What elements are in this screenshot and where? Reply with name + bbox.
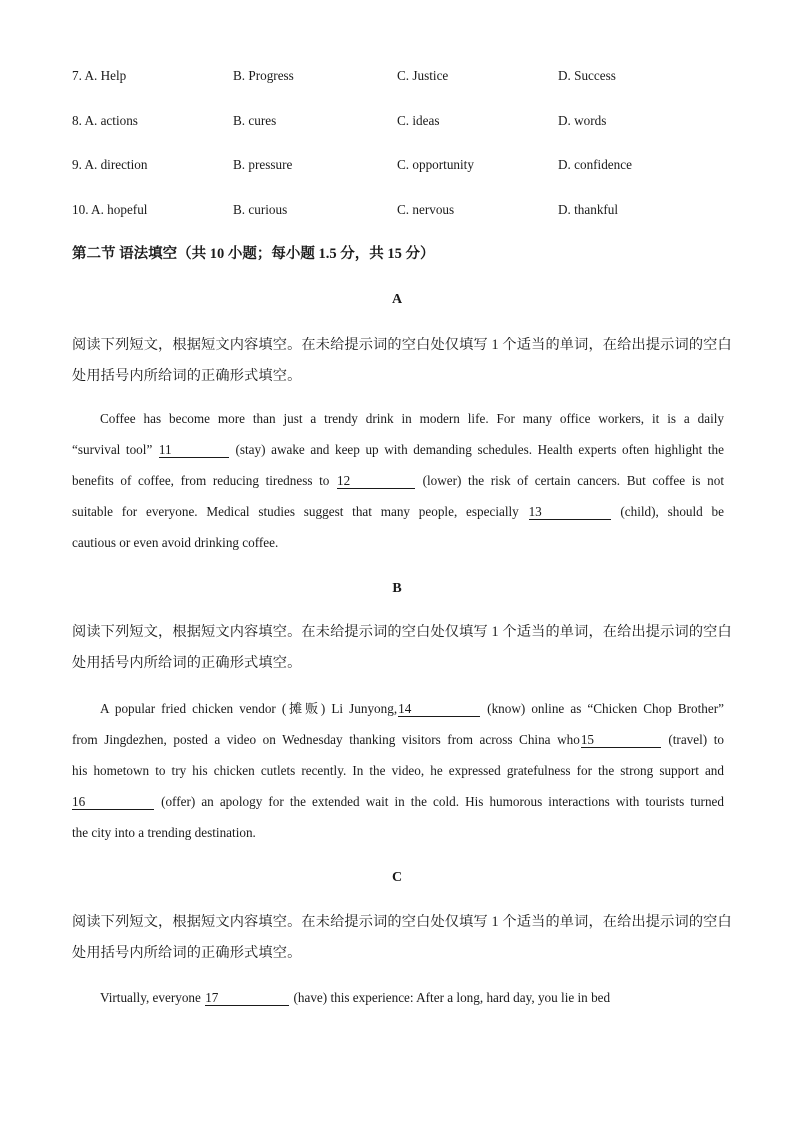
blank-12[interactable]: 12 (337, 473, 415, 489)
passage-text: (know) online as “Chicken Chop Brother” (481, 701, 724, 716)
passage-line (72, 434, 724, 465)
instruction-line: 处用括号内所给词的正确形式填空。 (72, 655, 302, 671)
option-d: D. words (558, 112, 607, 128)
option-c: C. ideas (397, 112, 440, 128)
option-b: B. Progress (233, 68, 294, 83)
question-7-options (72, 66, 752, 111)
passage-a-text (72, 403, 724, 558)
answer-options-table (72, 66, 752, 244)
passage-line (72, 496, 724, 527)
instruction-line: 处用括号内所给词的正确形式填空。 (72, 945, 302, 961)
passage-text: benefits of coffee, from reducing tiredness to (72, 473, 336, 488)
passage-b-label: B (392, 581, 402, 596)
passage-text: (have) this experience: After a long, hard day, you lie in bed (290, 990, 611, 1005)
passage-line (72, 786, 724, 817)
blank-13[interactable]: 13 (529, 504, 611, 520)
passage-text: (offer) an apology for the extended wait in the cold. His humorous interactions with tourists turned (155, 794, 724, 809)
passage-text: from Jingdezhen, posted a video on Wednesday thanking visitors from across China who (72, 732, 580, 747)
instruction-line: 阅读下列短文，根据短文内容填空。在未给提示词的空白处仅填写 1 个适当的单词，在给出提示词的空白 (72, 624, 732, 640)
blank-14[interactable]: 14 (398, 701, 480, 717)
option-b: B. cures (233, 112, 277, 128)
passage-b-text (72, 693, 724, 848)
passage-text: Virtually, everyone (100, 990, 205, 1005)
instruction-line: 阅读下列短文，根据短文内容填空。在未给提示词的空白处仅填写 1 个适当的单词，在给出提示词的空白 (72, 914, 732, 930)
passage-line: cautious or even avoid drinking coffee. (72, 535, 279, 550)
passage-a-instructions (72, 330, 732, 392)
blank-16[interactable]: 16 (72, 794, 154, 810)
passage-c-text (72, 982, 724, 1013)
blank-15[interactable]: 15 (581, 732, 661, 748)
passage-c-instructions (72, 907, 732, 969)
blank-11[interactable]: 11 (159, 442, 229, 458)
passage-text: (stay) awake and keep up with demanding schedules. Health experts often highlight the (229, 442, 724, 457)
passage-line (72, 465, 724, 496)
passage-text: “survival tool” (72, 442, 158, 457)
passage-line: his hometown to try his chicken cutlets recently. In the video, he expressed gratefulness for the strong support and (72, 763, 724, 778)
question-9-options (72, 155, 752, 200)
passage-b-instructions (72, 617, 732, 679)
section-heading: 第二节 语法填空（共 10 小题；每小题 1.5 分，共 15 分） (72, 246, 435, 262)
blank-17[interactable]: 17 (205, 990, 289, 1006)
passage-text: (lower) the risk of certain cancers. But coffee is not (415, 473, 724, 488)
option-a: 10. A. hopeful (72, 201, 148, 217)
option-a: 7. A. Help (72, 68, 127, 83)
option-c: C. nervous (397, 201, 455, 217)
passage-a-label: A (391, 292, 403, 307)
question-10-options (72, 200, 752, 245)
passage-line: Coffee has become more than just a trendy drink in modern life. For many office workers, it is a daily (100, 411, 724, 426)
passage-line: the city into a trending destination. (72, 825, 256, 840)
passage-c-label: C (391, 870, 403, 885)
passage-text: A popular fried chicken vendor (摊贩) Li Junyong, (100, 701, 398, 716)
question-8-options (72, 111, 752, 156)
option-c: C. opportunity (397, 157, 474, 173)
option-d: D. confidence (558, 157, 632, 173)
passage-text: (travel) to (661, 732, 725, 747)
passage-line (72, 724, 724, 755)
option-d: D. thankful (558, 201, 619, 217)
instruction-line: 阅读下列短文，根据短文内容填空。在未给提示词的空白处仅填写 1 个适当的单词，在给出提示词的空白 (72, 337, 732, 353)
passage-text: (child), should be (611, 504, 724, 519)
option-c: C. Justice (397, 68, 449, 83)
passage-text: suitable for everyone. Medical studies suggest that many people, especially (72, 504, 528, 519)
option-b: B. curious (233, 201, 288, 217)
option-b: B. pressure (233, 157, 293, 173)
instruction-line: 处用括号内所给词的正确形式填空。 (72, 368, 302, 384)
option-d: D. Success (558, 68, 616, 83)
option-a: 8. A. actions (72, 112, 138, 128)
passage-line (72, 693, 724, 724)
passage-line (72, 982, 724, 1013)
option-a: 9. A. direction (72, 157, 148, 173)
